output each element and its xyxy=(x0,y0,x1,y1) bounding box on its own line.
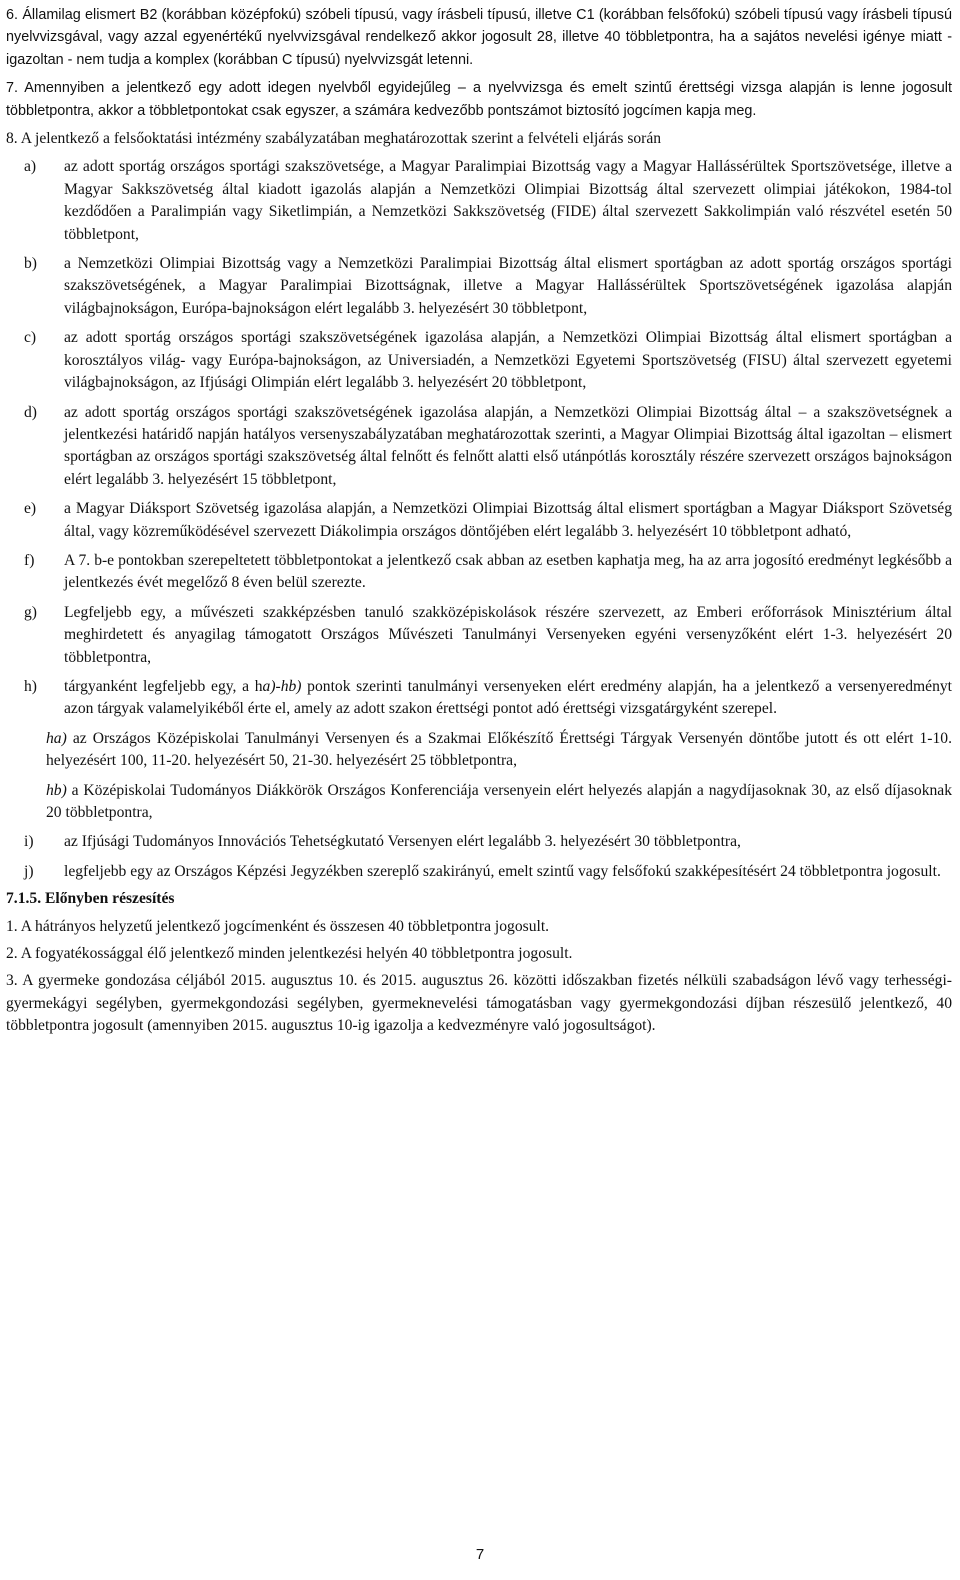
list-label: d) xyxy=(24,403,37,421)
list-text: az adott sportág országos sportági szakszövetségének igazolása alapján, a Nemzetközi Olimpiai Bizottság által – a szakszövetségnek a jelentkezési határidő napján hatályos versenyszabályzatában meghatározottak szerinti, a Magyar Olimpiai Bizottság által igazoltan – elismert sportágban az országos sportági szakszövetség által felnőtt és felnőtt alatti első utánpótlás korosztály részére szervezett országos bajnokságon elért legalább 3. helyezésért 15 többletpont, xyxy=(64,403,952,488)
list-item-b xyxy=(6,253,952,320)
sub-text: az Országos Középiskolai Tanulmányi Versenyen és a Szakmai Előkészítő Érettségi Tárgyak Versenyén döntőbe jutott és ott elért 1-10. helyezésért 100, 11-20. helyezésért 50, 21-30. helyezésért 25 többletpontra, xyxy=(46,729,952,770)
list-label: f) xyxy=(24,551,35,569)
list-label: h) xyxy=(24,677,37,695)
numbered-paragraph-2: 2. A fogyatékossággal élő jelentkező minden jelentkezési helyén 40 többletpontra jogosult. xyxy=(6,945,573,963)
numbered-paragraph-1: 1. A hátrányos helyzetű jelentkező jogcímenként és összesen 40 többletpontra jogosult. xyxy=(6,917,550,935)
list-item-f xyxy=(6,550,952,595)
list-text: a Nemzetközi Olimpiai Bizottság vagy a Nemzetközi Paralimpiai Bizottság által elismert sportágban az adott sportág országos sportági szakszövetségének, a Magyar Paralimpiai Bizottságnak, illetve a Magyar Hallássérültek Sportszövetségének igazolása alapján világbajnokságon, Európa-bajnokságon elért legalább 3. helyezésért 30 többletpont, xyxy=(64,255,952,317)
section-heading: 7.1.5. Előnyben részesítés xyxy=(6,890,175,908)
list-text: legfeljebb egy az Országos Képzési Jegyzékben szereplő szakirányú, emelt szintű vagy felsőfokú szakképesítésért 24 többletpontra jogosult. xyxy=(64,862,941,880)
sub-label: hb) xyxy=(46,781,67,799)
list-label: e) xyxy=(24,500,37,518)
sub-item-ha xyxy=(46,728,952,773)
sub-text: a Középiskolai Tudományos Diákkörök Országos Konferenciája versenyein elért helyezés alapján a nagydíjasoknak 30, az első díjasoknak 20 többletpontra, xyxy=(46,781,952,821)
sub-item-hb xyxy=(46,780,952,825)
list-item-a xyxy=(6,156,952,246)
list-label: i) xyxy=(24,833,34,851)
list-item-e xyxy=(6,498,952,543)
list-label: g) xyxy=(24,603,37,621)
list-text-italic: a)-hb) xyxy=(262,677,302,695)
list-text-part: pontok szerinti tanulmányi versenyeken elért eredmény alapján, ha a jelentkező a versenyeredményt azon tárgyak valamelyikéből érte el, amely az adott szakon érettségi pontot adó érettségi vizsgatárgyként szerepel. xyxy=(64,677,952,718)
list-label: a) xyxy=(24,158,37,176)
list-label: b) xyxy=(24,255,37,273)
sub-label: ha) xyxy=(46,729,67,747)
list-text-part: tárgyanként legfeljebb egy, a h xyxy=(64,677,263,695)
list-label: j) xyxy=(24,862,34,880)
list-item-i xyxy=(6,831,952,853)
list-text: az adott sportág országos sportági szakszövetségének igazolása alapján, a Nemzetközi Olimpiai Bizottság által elismert sportágban a korosztályos világ- vagy Európa-bajnokságon, az Universiadén, a Nemzetközi Egyetemi Sportszövetség (FISU) által szervezett egyetemi világbajnokságon, az Ifjúsági Olimpián elért legalább 3. helyezésért 20 többletpont, xyxy=(64,329,952,392)
list-text: az Ifjúsági Tudományos Innovációs Tehetségkutató Versenyen elért legalább 3. helyezésért 30 többletpontra, xyxy=(64,833,741,851)
list-text: Legfeljebb egy, a művészeti szakképzésben tanuló szakközépiskolások részére szervezett, az Emberi erőforrások Minisztérium által meghirdetett és anyagilag támogatott Országos Művészeti Tanulmányi Versenyeken egyéni versenyzőként elért 1-3. helyezésért 20 többletpontra, xyxy=(64,603,952,666)
list-item-c xyxy=(6,327,952,394)
paragraph-8: 8. A jelentkező a felsőoktatási intézmény szabályzatában meghatározottak szerint a felvételi eljárás során xyxy=(6,130,662,148)
list-text xyxy=(64,676,952,721)
numbered-paragraph-3: 3. A gyermeke gondozása céljából 2015. augusztus 10. és 2015. augusztus 26. közötti időszakban fizetés nélküli szabadságon lévő vagy terhességi-gyermekágyi segélyben, gyermekgondozási segélyben, gyermeknevelési támogatásban vagy gyermekgondozási díjban részesülő jelentkező, 40 többletpontra jogosult (amennyiben 2015. augusztus 10-ig igazolja a kedvezményre való jogosultságot). xyxy=(6,972,952,1035)
page-number: 7 xyxy=(475,1546,485,1563)
list-item-j xyxy=(6,861,952,883)
list-text: az adott sportág országos sportági szakszövetsége, a Magyar Paralimpiai Bizottság vagy a Magyar Hallássérültek Sportszövetsége, illetve a Magyar Sakkszövetség által kiadott igazolás alapján a Nemzetközi Olimpiai Bizottság által szervezett olimpiai játékokon, 1984-tol kezdődően a Paralimpián vagy Siketlimpián, a Nemzetközi Sakkszövetség (FIDE) által szervezett Sakkolimpián való részvétel esetén 50 többletpont, xyxy=(64,158,952,243)
list-text: A 7. b-e pontokban szerepeltetett többletpontokat a jelentkező csak abban az esetben kaphatja meg, ha az arra jogosító eredményt legkésőbb a jelentkezés évét megelőző 8 éven belül szerezte. xyxy=(64,551,952,592)
list-text: a Magyar Diáksport Szövetség igazolása alapján, a Nemzetközi Olimpiai Bizottság által elismert sportágban a Magyar Diáksport Szövetség által, vagy közreműködésével szervezett Diákolimpia országos döntőjében elért legalább 3. helyezésért 10 többletpont adható, xyxy=(64,500,952,540)
list-item-g xyxy=(6,602,952,669)
list-label: c) xyxy=(24,329,37,347)
list-item-d xyxy=(6,402,952,492)
paragraph-7: 7. Amennyiben a jelentkező egy adott idegen nyelvből egyidejűleg – a nyelvvizsga és emelt szintű érettségi vizsga alapján is lenne jogosult többletpontra, akkor a többletpontokat csak egyszer, a számára kedvezőbb pontszámot biztosító jogcímen kapja meg. xyxy=(6,80,952,119)
paragraph-6: 6. Államilag elismert B2 (korábban középfokú) szóbeli típusú, vagy írásbeli típusú, illetve C1 (korábban felsőfokú) szóbeli típusú vagy írásbeli típusú nyelvvizsgával, vagy azzal egyenértékű nyelvvizsgával rendelkező akkor jogosult 28, illetve 40 többletpontra, ha a sajátos nevelési igénye miatt - igazoltan - nem tudja a komplex (korábban C típusú) nyelvvizsgát letenni. xyxy=(6,7,952,68)
list-item-h xyxy=(6,676,952,721)
document-page xyxy=(6,4,952,1038)
